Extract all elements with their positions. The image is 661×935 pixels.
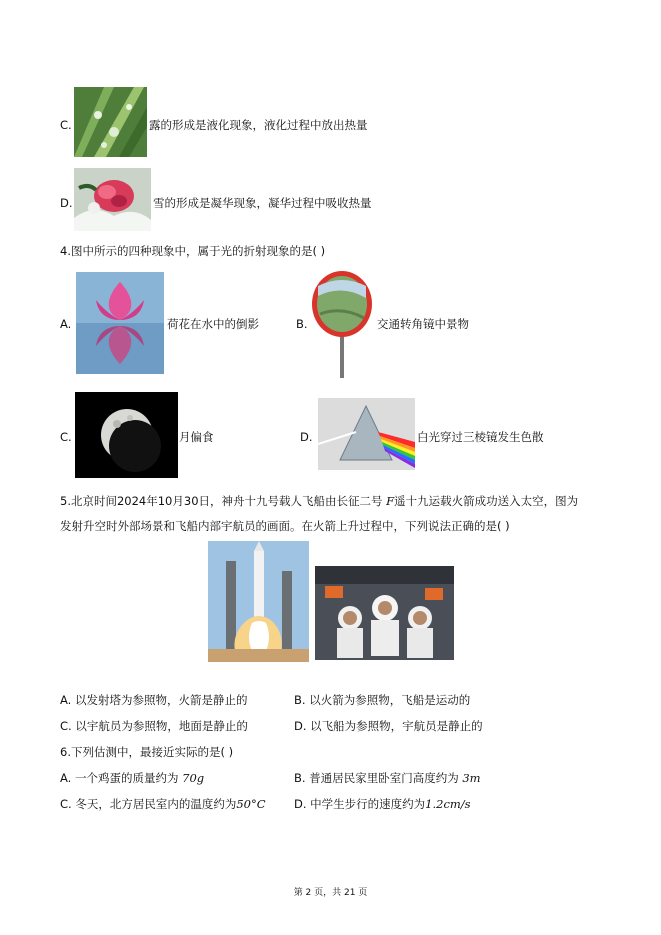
q5-stem-line1 — [60, 493, 578, 509]
q3-option-d-text: 雪的形成是凝华现象，凝华过程中吸收热量 — [153, 196, 372, 210]
q5-stem-line1-italic: F — [386, 494, 395, 508]
partial-lunar-eclipse-icon — [75, 392, 178, 478]
q4-option-d-text: 白光穿过三棱镜发生色散 — [417, 430, 544, 444]
q4-stem: 4.图中所示的四种现象中，属于光的折射现象的是( ) — [60, 244, 326, 258]
snow-covered-flower-icon — [74, 168, 151, 231]
q3-option-d-label: D. — [60, 196, 73, 210]
q5-stem-line1-a: 5.北京时间2024年10月30日，神舟十九号载人飞船由长征二号 — [60, 494, 383, 508]
lotus-reflection-icon — [76, 272, 164, 374]
q5-option-d: D. 以飞船为参照物，宇航员是静止的 — [294, 719, 483, 733]
q4-option-c-label: C. — [60, 430, 72, 444]
q4-option-d-label: D. — [300, 430, 313, 444]
q4-option-b-label: B. — [296, 317, 308, 331]
q6-option-d — [294, 796, 471, 812]
q6-option-d-text: D. 中学生步行的速度约为 — [294, 797, 426, 811]
q6-option-a-text: A. 一个鸡蛋的质量约为 — [60, 771, 183, 785]
q6-option-c — [60, 796, 266, 812]
astronauts-in-cabin-icon — [315, 566, 454, 660]
q6-option-b — [294, 770, 481, 786]
page-footer: 第 2 页，共 21 页 — [293, 888, 368, 898]
q6-stem: 6.下列估测中，最接近实际的是( ) — [60, 745, 234, 759]
q5-stem-line1-b: 遥十九运载火箭成功送入太空，图为 — [394, 494, 579, 508]
q6-option-a-value: 70g — [182, 771, 205, 785]
q5-option-b: B. 以火箭为参照物，飞船是运动的 — [294, 693, 471, 707]
q6-option-b-value: 3m — [462, 771, 481, 785]
q3-option-c-text: 露的形成是液化现象，液化过程中放出热量 — [149, 118, 368, 132]
q6-option-d-value: 1.2cm/s — [425, 797, 471, 811]
q5-option-c: C. 以宇航员为参照物，地面是静止的 — [60, 719, 248, 733]
q6-option-a — [60, 770, 204, 786]
q6-option-c-value: 50°C — [236, 797, 266, 811]
convex-traffic-mirror-icon — [310, 266, 374, 378]
q3-option-c-label: C. — [60, 118, 72, 132]
q4-option-a-text: 荷花在水中的倒影 — [167, 317, 259, 331]
q6-option-c-text: C. 冬天，北方居民室内的温度约为 — [60, 797, 237, 811]
q4-option-b-text: 交通转角镜中景物 — [377, 317, 469, 331]
prism-dispersion-icon — [318, 398, 415, 470]
q6-option-b-text: B. 普通居民家里卧室门高度约为 — [294, 771, 463, 785]
dew-drops-on-grass-icon — [74, 87, 147, 157]
q5-stem-line2: 发射升空时外部场景和飞船内部宇航员的画面。在火箭上升过程中，下列说法正确的是( ) — [60, 519, 510, 533]
q5-option-a: A. 以发射塔为参照物，火箭是静止的 — [60, 693, 248, 707]
q4-option-c-text: 月偏食 — [179, 430, 214, 444]
q4-option-a-label: A. — [60, 317, 72, 331]
rocket-launch-icon — [208, 541, 309, 662]
